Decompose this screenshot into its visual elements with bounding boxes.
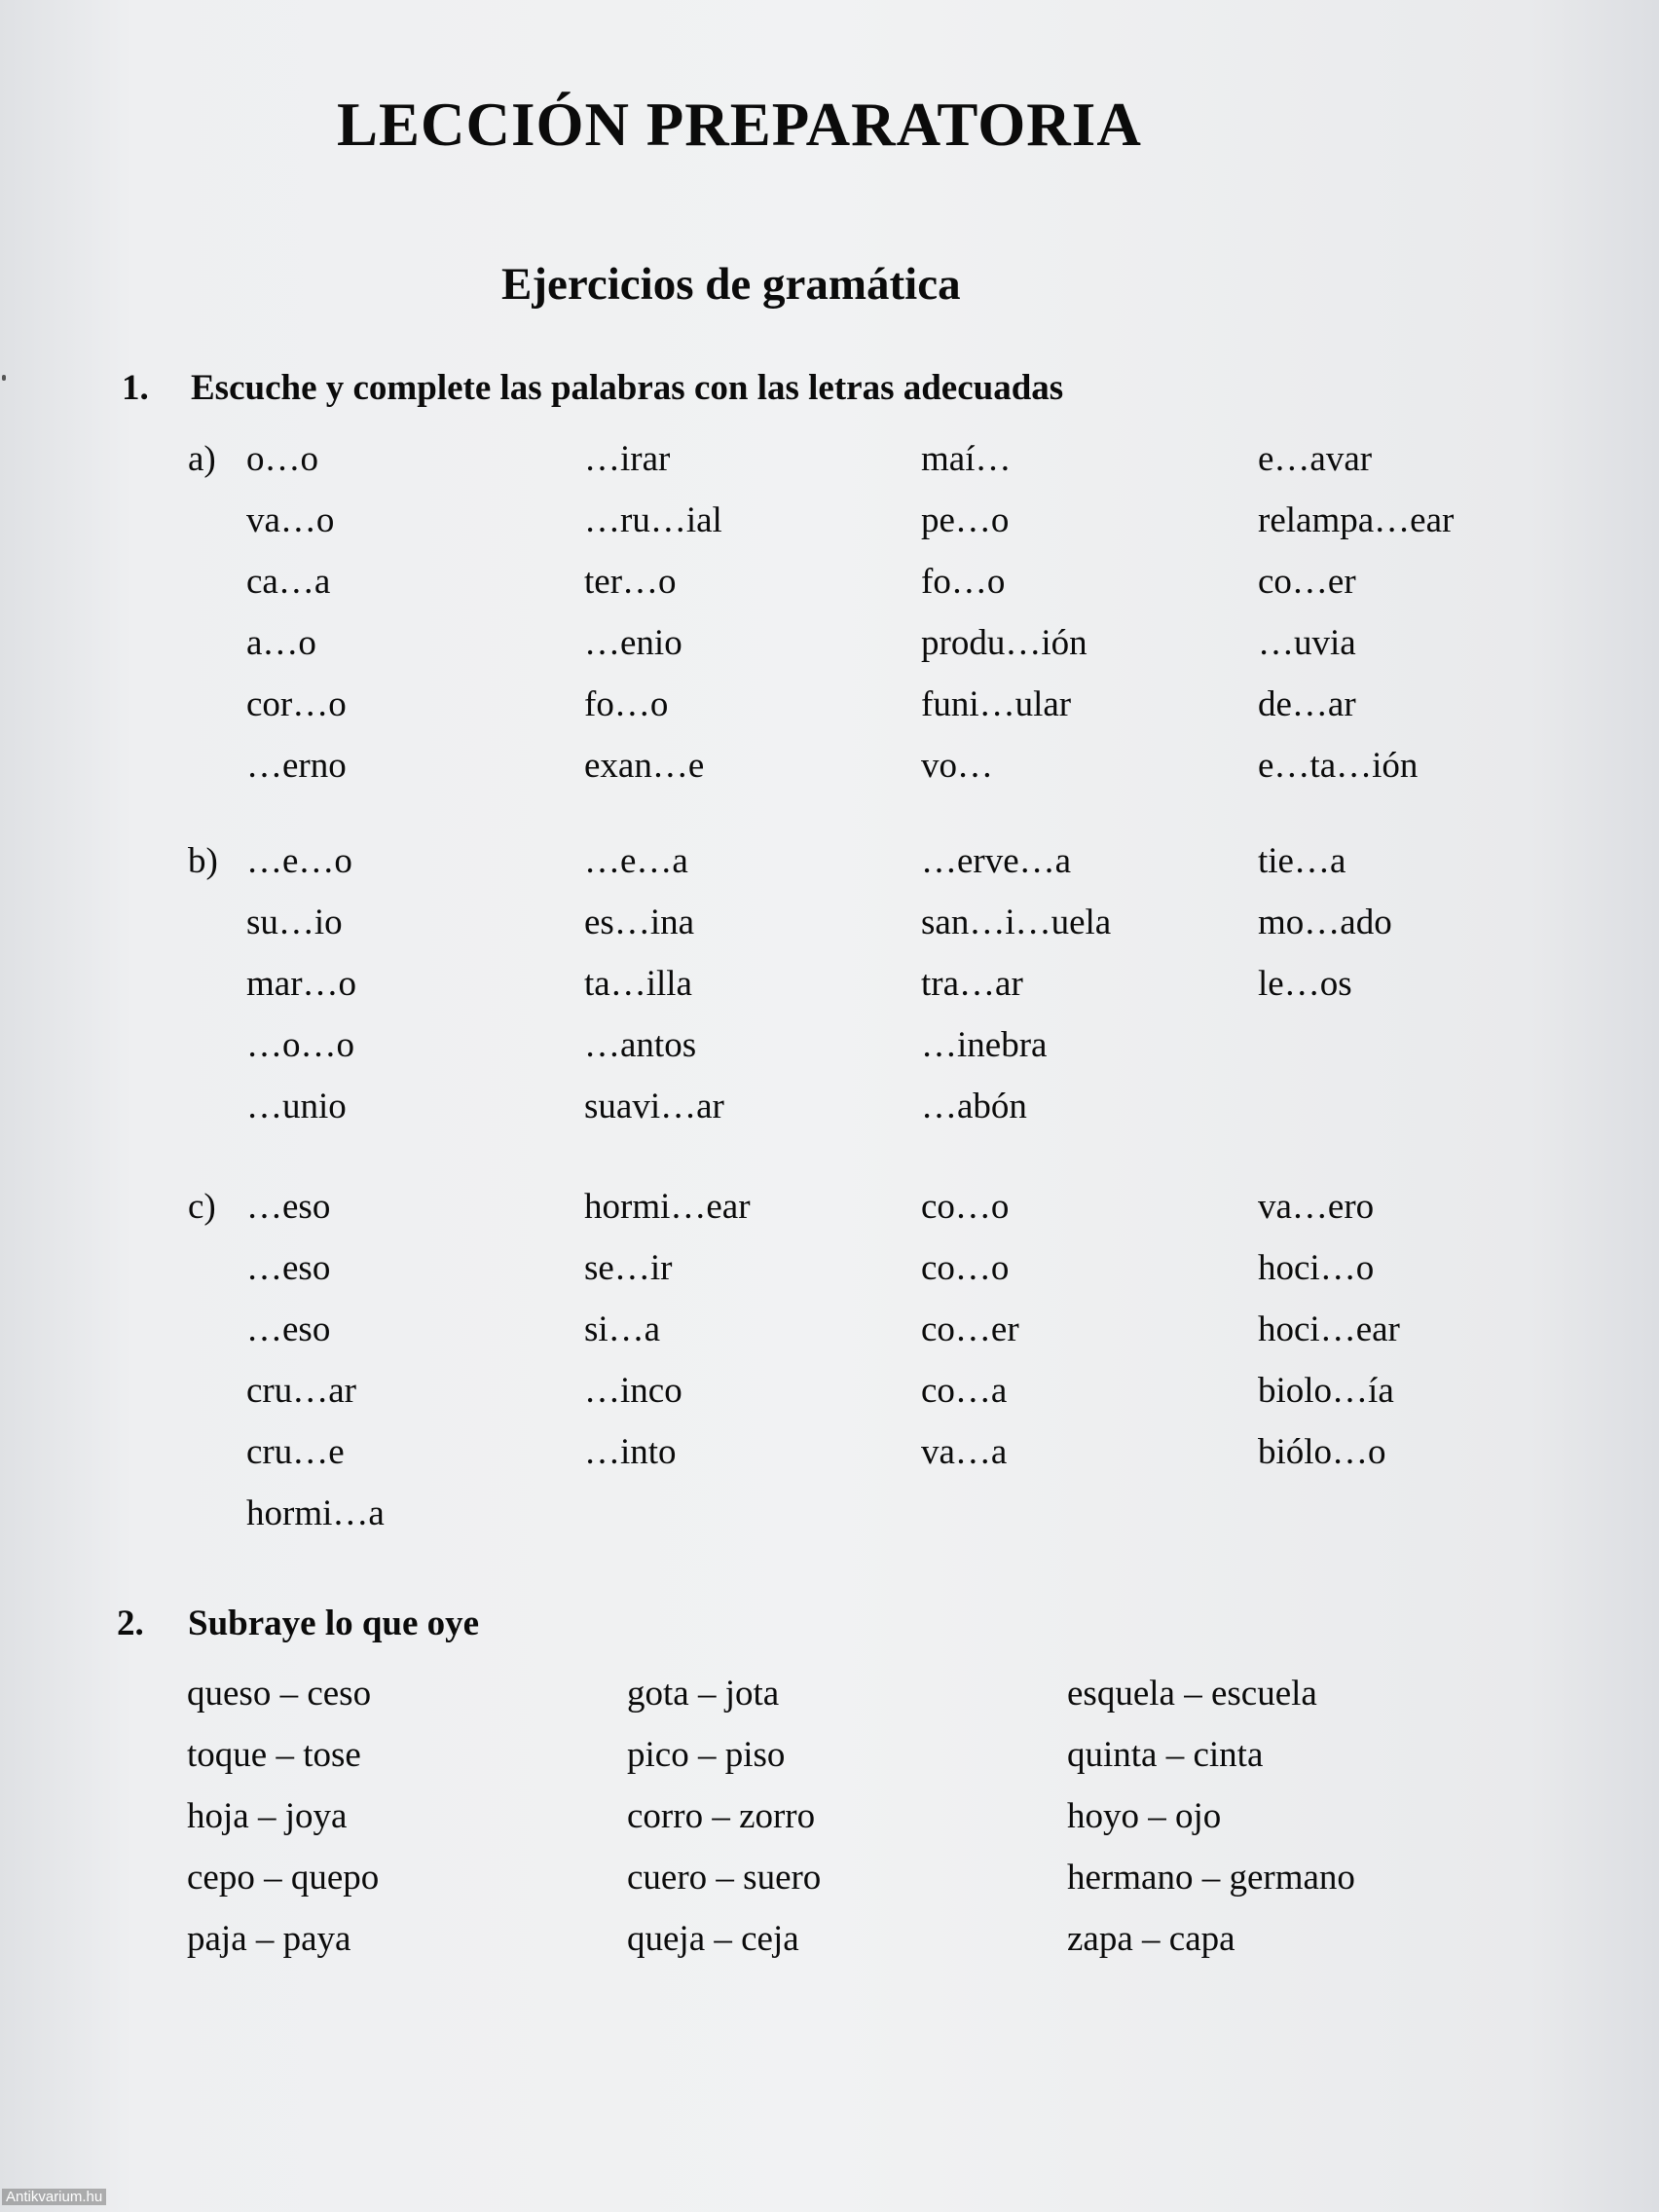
word-item: cor…o — [246, 684, 347, 724]
word-item: va…o — [246, 500, 335, 540]
word-item: funi…ular — [921, 684, 1072, 724]
word-item: es…ina — [584, 903, 695, 942]
word-pair: cuero – suero — [627, 1858, 822, 1898]
word-item: co…er — [921, 1309, 1019, 1349]
word-item: …e…a — [584, 841, 688, 881]
word-item: e…avar — [1258, 439, 1373, 479]
exercise-1-group-c-label: c) — [188, 1187, 216, 1227]
watermark: Antikvarium.hu — [2, 2189, 106, 2205]
word-item: fo…o — [584, 684, 669, 724]
word-item: co…a — [921, 1371, 1008, 1411]
word-item: pe…o — [921, 500, 1010, 540]
word-pair: hoja – joya — [187, 1796, 348, 1836]
word-pair: zapa – capa — [1067, 1919, 1235, 1959]
word-item: …erve…a — [921, 841, 1072, 881]
word-pair: toque – tose — [187, 1735, 361, 1775]
word-item: mar…o — [246, 964, 357, 1004]
exercise-1-number: 1. — [122, 368, 149, 408]
word-item: …irar — [584, 439, 671, 479]
word-pair: paja – paya — [187, 1919, 351, 1959]
exercise-2-number: 2. — [117, 1604, 144, 1643]
word-pair: cepo – quepo — [187, 1858, 380, 1898]
word-item: hoci…ear — [1258, 1309, 1400, 1349]
page-subtitle: Ejercicios de gramática — [501, 259, 961, 310]
word-item: …antos — [584, 1025, 697, 1065]
word-item: …uvia — [1258, 623, 1356, 663]
word-item: vo… — [921, 746, 993, 786]
word-item: se…ir — [584, 1248, 673, 1288]
word-item: ta…illa — [584, 964, 692, 1004]
word-item: hormi…a — [246, 1493, 385, 1533]
word-item: biólo…o — [1258, 1432, 1386, 1472]
word-item: …ru…ial — [584, 500, 722, 540]
word-item: le…os — [1258, 964, 1352, 1004]
word-item: …e…o — [246, 841, 352, 881]
word-item: hormi…ear — [584, 1187, 751, 1227]
word-pair: gota – jota — [627, 1674, 780, 1714]
word-item: ca…a — [246, 562, 331, 602]
word-item: …inebra — [921, 1025, 1048, 1065]
word-item: ter…o — [584, 562, 677, 602]
word-item: o…o — [246, 439, 318, 479]
word-item: …eso — [246, 1248, 331, 1288]
word-item: …enio — [584, 623, 682, 663]
page-title: LECCIÓN PREPARATORIA — [337, 91, 1142, 159]
word-item: biolo…ía — [1258, 1371, 1394, 1411]
word-item: …o…o — [246, 1025, 354, 1065]
word-item: san…i…uela — [921, 903, 1112, 942]
word-pair: pico – piso — [627, 1735, 786, 1775]
word-pair: hoyo – ojo — [1067, 1796, 1222, 1836]
word-item: de…ar — [1258, 684, 1356, 724]
word-item: hoci…o — [1258, 1248, 1375, 1288]
word-item: va…a — [921, 1432, 1008, 1472]
word-item: co…o — [921, 1248, 1010, 1288]
edge-mark — [2, 375, 6, 381]
word-item: cru…ar — [246, 1371, 356, 1411]
word-item: si…a — [584, 1309, 661, 1349]
word-item: …inco — [584, 1371, 682, 1411]
word-item: va…ero — [1258, 1187, 1375, 1227]
word-item: maí… — [921, 439, 1012, 479]
word-pair: queja – ceja — [627, 1919, 799, 1959]
word-item: tra…ar — [921, 964, 1023, 1004]
word-pair: queso – ceso — [187, 1674, 372, 1714]
word-item: su…io — [246, 903, 343, 942]
word-pair: hermano – germano — [1067, 1858, 1355, 1898]
word-item: …eso — [246, 1187, 331, 1227]
word-item: co…o — [921, 1187, 1010, 1227]
exercise-1-group-b-label: b) — [188, 841, 218, 881]
word-item: …abón — [921, 1087, 1027, 1126]
word-pair: quinta – cinta — [1067, 1735, 1264, 1775]
word-item: …eso — [246, 1309, 331, 1349]
exercise-1-group-a-label: a) — [188, 439, 216, 479]
word-item: suavi…ar — [584, 1087, 724, 1126]
word-item: …erno — [246, 746, 347, 786]
word-item: exan…e — [584, 746, 705, 786]
word-item: a…o — [246, 623, 316, 663]
word-item: relampa…ear — [1258, 500, 1455, 540]
word-pair: corro – zorro — [627, 1796, 816, 1836]
word-item: tie…a — [1258, 841, 1346, 881]
word-item: fo…o — [921, 562, 1006, 602]
word-item: co…er — [1258, 562, 1356, 602]
word-item: cru…e — [246, 1432, 345, 1472]
word-item: mo…ado — [1258, 903, 1392, 942]
exercise-1-heading: Escuche y complete las palabras con las letras adecuadas — [191, 368, 1064, 408]
exercise-2-heading: Subraye lo que oye — [188, 1604, 480, 1643]
word-item: …into — [584, 1432, 677, 1472]
word-item: produ…ión — [921, 623, 1088, 663]
word-item: e…ta…ión — [1258, 746, 1419, 786]
word-pair: esquela – escuela — [1067, 1674, 1317, 1714]
word-item: …unio — [246, 1087, 347, 1126]
